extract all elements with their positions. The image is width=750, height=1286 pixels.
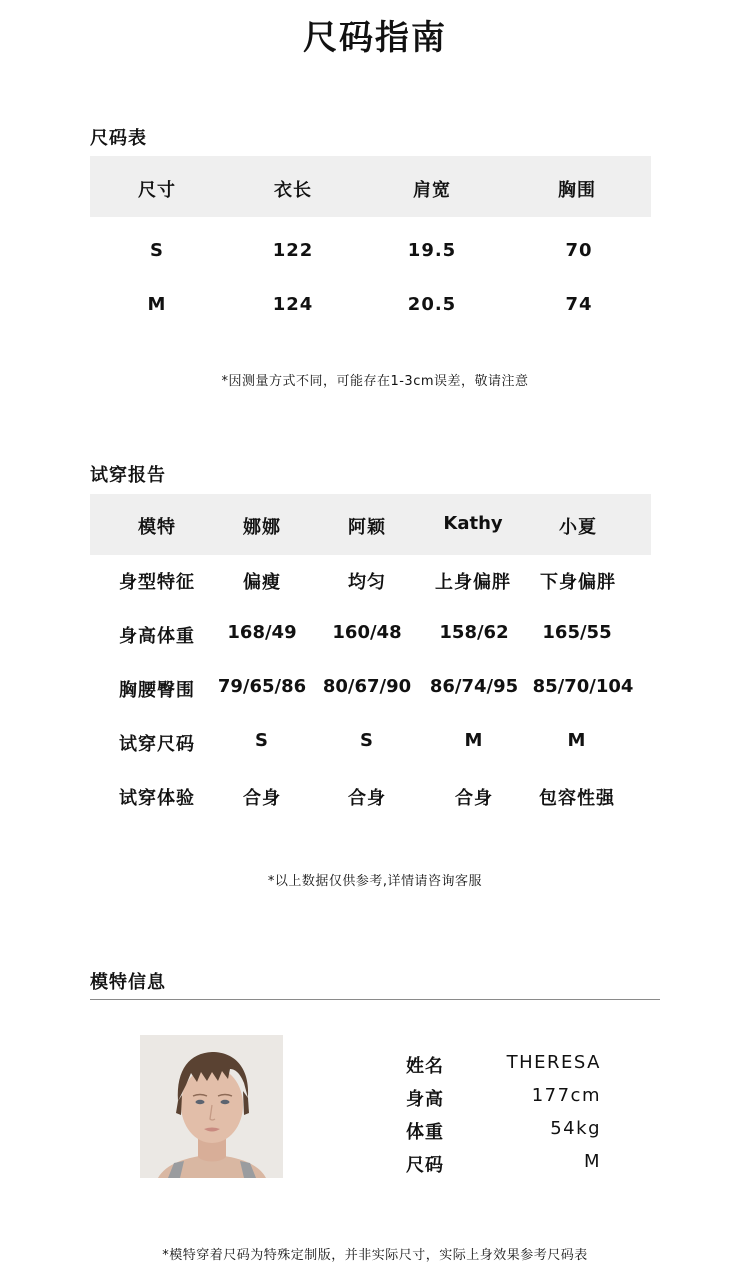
fitting-cell: 165/55 bbox=[542, 622, 612, 643]
fitting-header-cell: 阿颖 bbox=[348, 517, 386, 538]
size-chart-header-cell: 尺寸 bbox=[138, 180, 176, 201]
page-title: 尺码指南 bbox=[303, 18, 447, 58]
fitting-cell: S bbox=[360, 730, 374, 751]
size-chart-cell: 122 bbox=[272, 240, 314, 261]
fitting-cell: 上身偏胖 bbox=[435, 572, 511, 593]
size-chart-note: *因测量方式不同，可能存在1-3cm误差，敬请注意 bbox=[221, 374, 529, 389]
model-info-title: 模特信息 bbox=[90, 972, 166, 993]
size-chart-cell: M bbox=[147, 294, 167, 315]
fitting-report-title: 试穿报告 bbox=[90, 465, 166, 486]
model-name-value: THERESA bbox=[506, 1052, 601, 1073]
model-height-value: 177cm bbox=[531, 1085, 601, 1106]
size-chart-cell: S bbox=[150, 240, 164, 261]
fitting-cell: 合身 bbox=[455, 788, 493, 809]
fitting-cell: 80/67/90 bbox=[322, 676, 412, 697]
size-chart-cell: 124 bbox=[272, 294, 314, 315]
fitting-cell: 下身偏胖 bbox=[540, 572, 616, 593]
fitting-cell: S bbox=[255, 730, 269, 751]
model-height-label: 身高 bbox=[406, 1089, 444, 1110]
fitting-header-cell: Kathy bbox=[443, 513, 503, 534]
size-chart-cell: 19.5 bbox=[407, 240, 457, 261]
fitting-cell: 86/74/95 bbox=[429, 676, 519, 697]
size-chart-header-cell: 肩宽 bbox=[413, 180, 451, 201]
size-chart-cell: 20.5 bbox=[407, 294, 457, 315]
fitting-report-note: *以上数据仅供参考,详情请咨询客服 bbox=[267, 874, 483, 889]
fitting-cell: 158/62 bbox=[439, 622, 509, 643]
fitting-row-label: 身型特征 bbox=[119, 572, 195, 593]
fitting-cell: 合身 bbox=[243, 788, 281, 809]
model-size-label: 尺码 bbox=[406, 1155, 444, 1176]
fitting-header-cell: 娜娜 bbox=[243, 517, 281, 538]
fitting-row-label: 胸腰臀围 bbox=[119, 680, 195, 701]
size-chart-title: 尺码表 bbox=[90, 128, 147, 149]
fitting-row-label: 试穿尺码 bbox=[119, 734, 195, 755]
size-chart-header-cell: 衣长 bbox=[274, 180, 312, 201]
fitting-cell: 79/65/86 bbox=[217, 676, 307, 697]
model-weight-label: 体重 bbox=[406, 1122, 444, 1143]
fitting-cell: 包容性强 bbox=[539, 788, 615, 809]
size-chart-cell: 70 bbox=[565, 240, 593, 261]
fitting-cell: M bbox=[464, 730, 484, 751]
fitting-cell: 85/70/104 bbox=[532, 676, 634, 697]
fitting-header-cell: 小夏 bbox=[559, 517, 597, 538]
fitting-cell: M bbox=[567, 730, 587, 751]
fitting-header-cell: 模特 bbox=[138, 517, 176, 538]
model-portrait-icon bbox=[140, 1035, 283, 1178]
fitting-cell: 均匀 bbox=[348, 572, 386, 593]
fitting-row-label: 试穿体验 bbox=[119, 788, 195, 809]
section-divider bbox=[90, 999, 660, 1000]
model-portrait-photo bbox=[140, 1035, 283, 1178]
fitting-cell: 合身 bbox=[348, 788, 386, 809]
model-weight-value: 54kg bbox=[550, 1118, 601, 1139]
fitting-row-label: 身高体重 bbox=[119, 626, 195, 647]
size-chart-header-cell: 胸围 bbox=[558, 180, 596, 201]
model-name-label: 姓名 bbox=[406, 1056, 444, 1077]
fitting-cell: 偏瘦 bbox=[243, 572, 281, 593]
model-size-value: M bbox=[583, 1151, 601, 1172]
fitting-cell: 168/49 bbox=[227, 622, 297, 643]
size-chart-cell: 74 bbox=[565, 294, 593, 315]
fitting-cell: 160/48 bbox=[332, 622, 402, 643]
model-info-note: *模特穿着尺码为特殊定制版，并非实际尺寸，实际上身效果参考尺码表 bbox=[162, 1248, 588, 1263]
